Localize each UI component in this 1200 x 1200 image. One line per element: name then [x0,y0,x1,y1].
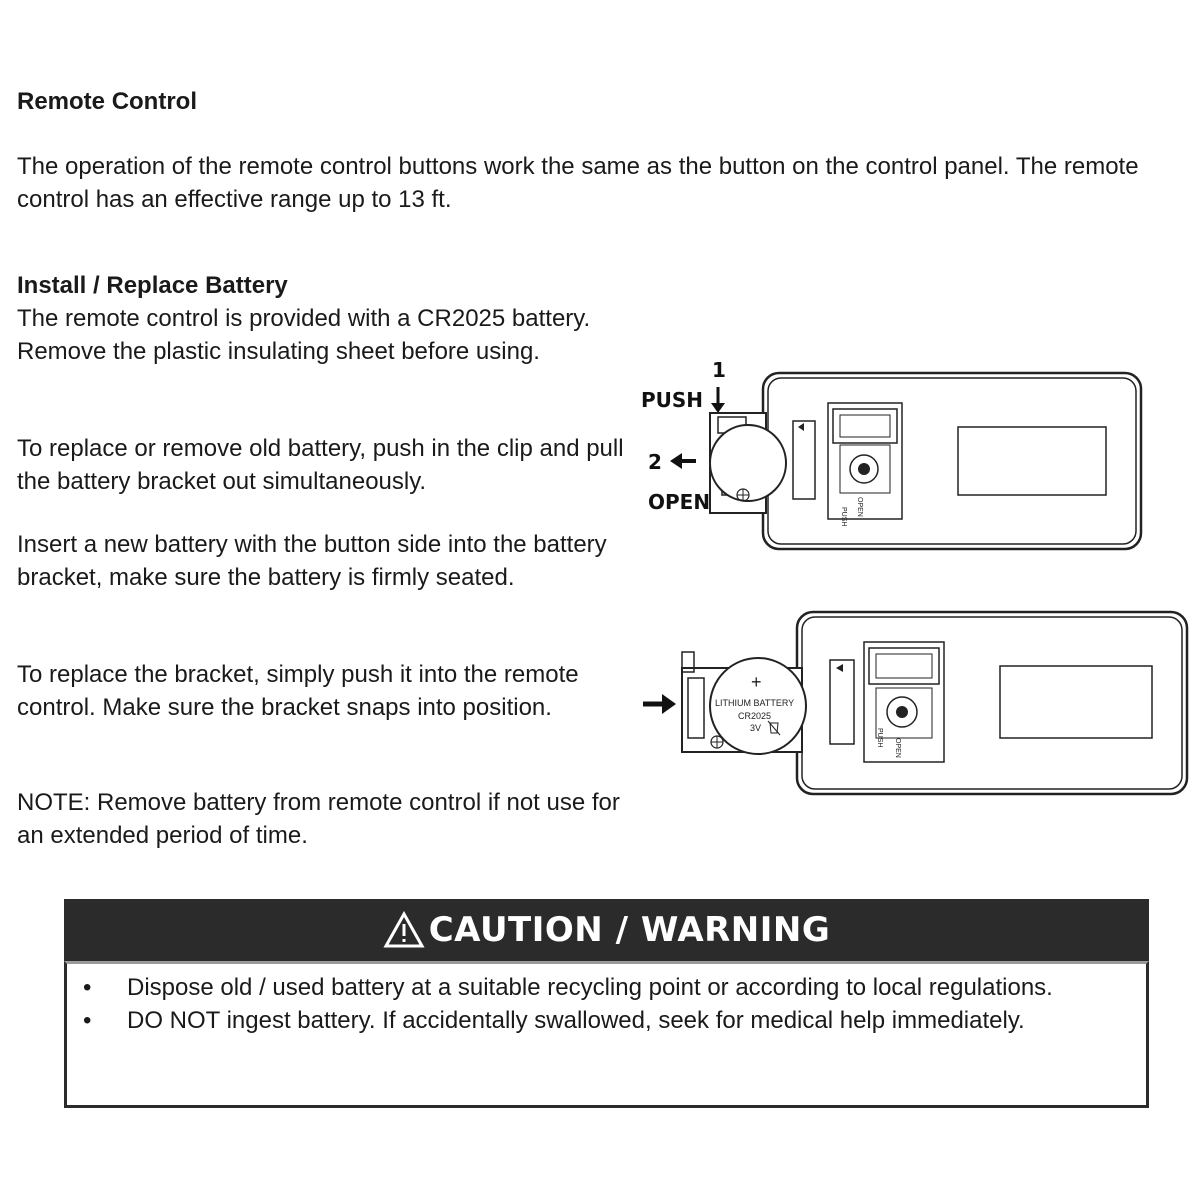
remote-body-inner-outline [768,378,1136,544]
battery-plus-label: + [751,672,762,692]
battery-slot [793,421,815,499]
battery-note: NOTE: Remove battery from remote control if not use for an extended period of time. [17,789,620,849]
battery-compartment [828,403,902,519]
compartment-clip-inner [876,654,932,678]
battery-voltage-label: 3V [750,723,762,733]
compartment-clip [833,409,897,443]
battery-type-label: LITHIUM BATTERY [715,698,795,708]
bullet-icon: • [83,1006,92,1034]
remote-body-outline [763,373,1141,549]
caution-warning-title: CAUTION / WARNING [428,910,831,950]
remote-body-inner-outline [802,617,1182,789]
caution-warning-box [64,899,1149,1108]
compartment-clip [869,648,939,684]
battery-heading: Install / Replace Battery [17,272,288,299]
open-label: OPEN [648,490,711,514]
compartment-push-label: PUSH [840,507,847,527]
diagram-open-bracket-svg [630,355,1150,555]
battery-paragraph-remove: To replace or remove old battery, push in the clip and pull the battery bracket out simultaneously. [17,435,624,495]
step-1-label: 1 [712,358,726,382]
battery-paragraph-provided: The remote control is provided with a CR2025 battery. Remove the plastic insulating sheet before using. [17,305,591,365]
slot-arrow-icon [798,423,804,431]
diagram-insert-bracket-svg [640,608,1192,798]
warning-item-text: Dispose old / used battery at a suitable recycling point or according to local regulations. [127,974,1053,1001]
warning-item-text: DO NOT ingest battery. If accidentally swallowed, seek for medical help immediately. [127,1006,1025,1034]
warning-triangle-icon [383,911,425,949]
remote-control-heading: Remote Control [17,88,197,115]
battery-slot [830,660,854,744]
bullet-icon: • [83,974,92,1001]
battery-model-label: CR2025 [738,711,772,721]
warning-item [79,1005,1126,1038]
slot-arrow-icon [836,664,843,672]
remote-display-window [1000,666,1152,738]
caution-warning-header [64,899,1149,961]
diagram-insert-bracket [640,608,1192,798]
step-2-label: 2 [648,450,662,474]
push-label: PUSH [641,388,704,412]
contact-button-center [858,463,870,475]
battery-paragraph-replace-bracket: To replace the bracket, simply push it into the remote control. Make sure the bracket snaps into position. [17,661,579,721]
remote-body-outline [797,612,1187,794]
caution-warning-body [64,961,1149,1108]
battery-paragraph-insert: Insert a new battery with the button side into the battery bracket, make sure the battery is firmly seated. [17,531,607,591]
remote-display-window [958,427,1106,495]
compartment-open-label: OPEN [894,738,901,758]
battery-coin [710,425,786,501]
contact-button-center [896,706,908,718]
warning-item [79,972,1126,1005]
compartment-clip-inner [840,415,890,437]
diagram-open-bracket [630,355,1150,555]
remote-control-description: The operation of the remote control buttons work the same as the button on the control panel. The remote control has an effective range up to 13 ft. [17,153,1139,213]
compartment-open-label: OPEN [856,497,863,517]
compartment-push-label: PUSH [876,728,883,748]
